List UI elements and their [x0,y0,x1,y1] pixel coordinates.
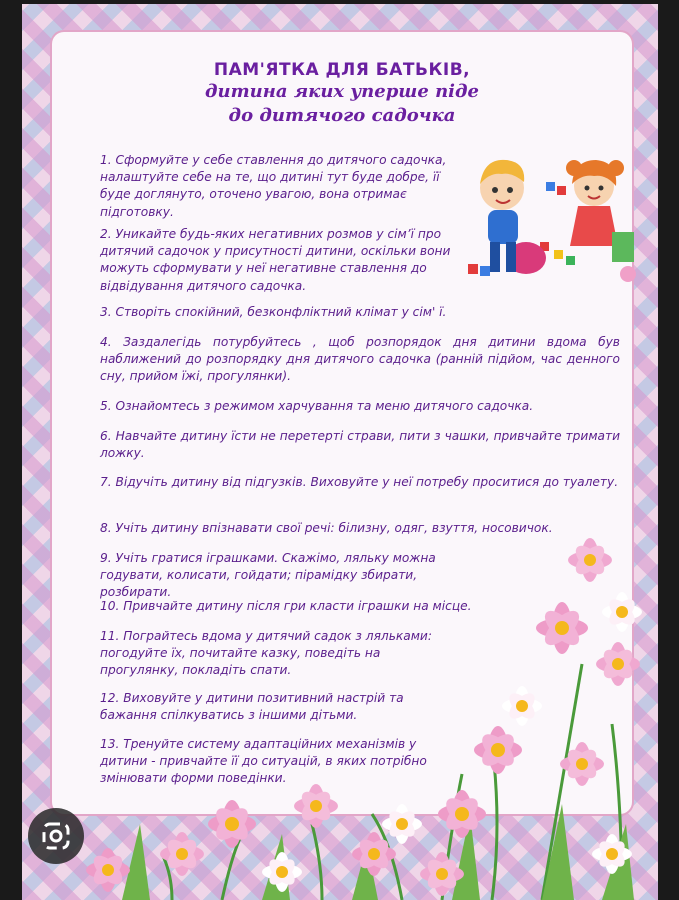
girl-eye [599,186,604,191]
toy-block [566,256,575,265]
list-item: 12. Виховуйте у дитини позитивний настрій та бажання спілкуватись з іншими дітьми. [100,691,404,723]
toy-block [554,250,563,259]
toy-bunny [620,266,636,282]
flower [86,848,130,892]
list-item: 9. Учіть гратися іграшками. Скажімо, ляльку можна годувати, колисати, гойдати; пірамідку збирати, розбирати. [100,551,436,600]
cosmos-flowers [22,524,658,900]
list-item: 11. Пограйтесь вдома у дитячий садок з ляльками: погодуйте їх, почитайте казку, поведіть на прогулянку, покладіть спати. [100,629,432,678]
flower [382,804,422,844]
title-line-2: дитина яких уперше піде [205,81,479,102]
boy-eye [492,187,498,193]
chair [612,232,634,262]
list-item: 6. Навчайте дитину їсти не перетерті страви, пити з чашки, привчайте тримати ложку. [100,429,620,461]
toy-block [557,186,566,195]
flower [352,832,396,876]
toy-block [480,266,490,276]
list-item: 4. Заздалегідь потурбуйтесь , щоб розпорядок дня дитини вдома був наближений до розпорядку дня дитячого садочка (ранній підйом, час денного сну, прийом їжі, прогулянки). [100,335,620,384]
list-item: 1. Сформуйте у себе ставлення до дитячого садочка, налаштуйте себе на те, що дитині тут буде добре, її буде доглянуто, оточено увагою, вона отримає підготовку. [100,153,447,219]
list-item: 7. Відучіть дитину від підгузків. Виховуйте у неї потребу проситися до туалету. [100,475,619,489]
flower [474,726,522,774]
flower [294,784,338,828]
toy-block [546,182,555,191]
list-item: 5. Ознайомтесь з режимом харчування та меню дитячого садочка. [100,399,534,413]
boy-leg [506,242,516,272]
list-item: 8. Учіть дитину впізнавати свої речі: білизну, одяг, взуття, носовичок. [100,521,553,535]
title-line-3: до дитячого садочка [228,105,456,126]
lens-icon-glyph [28,808,84,864]
girl-pigtail [566,160,582,176]
girl-pigtail [608,160,624,176]
poster [22,4,658,900]
title-block [58,60,626,128]
girl-eye [585,186,590,191]
title-line-1: ПАМ'ЯТКА ДЛЯ БАТЬКІВ, [213,60,471,80]
children-illustration [462,146,642,296]
list-item: 13. Тренуйте систему адаптаційних механізмів у дитини - привчайте її до ситуацій, в яких потрібно змінювати форми поведінки. [100,737,427,786]
boy-leg [490,242,500,272]
flower [502,686,542,726]
list-item: 2. Уникайте будь-яких негативних розмов у сім’ї про дитячий садочок у присутності дитини, оскільки вони можуть сформувати у неї негативне ставлення до відвідування дитячого садочка. [100,227,451,293]
toy-block [468,264,478,274]
flower [208,800,256,848]
flower [536,602,588,654]
flower [602,592,642,632]
girl-dress [570,206,618,246]
boy-eye [507,187,513,193]
boy-shirt [488,210,518,244]
list-item: 3. Створіть спокійний, безконфліктний клімат у сім' ї. [100,305,447,319]
flower [596,642,640,686]
list-item: 10. Привчайте дитину після гри класти іграшки на місце. [100,599,472,613]
lens-icon[interactable] [28,808,84,864]
flower [568,538,612,582]
flower [438,790,486,838]
